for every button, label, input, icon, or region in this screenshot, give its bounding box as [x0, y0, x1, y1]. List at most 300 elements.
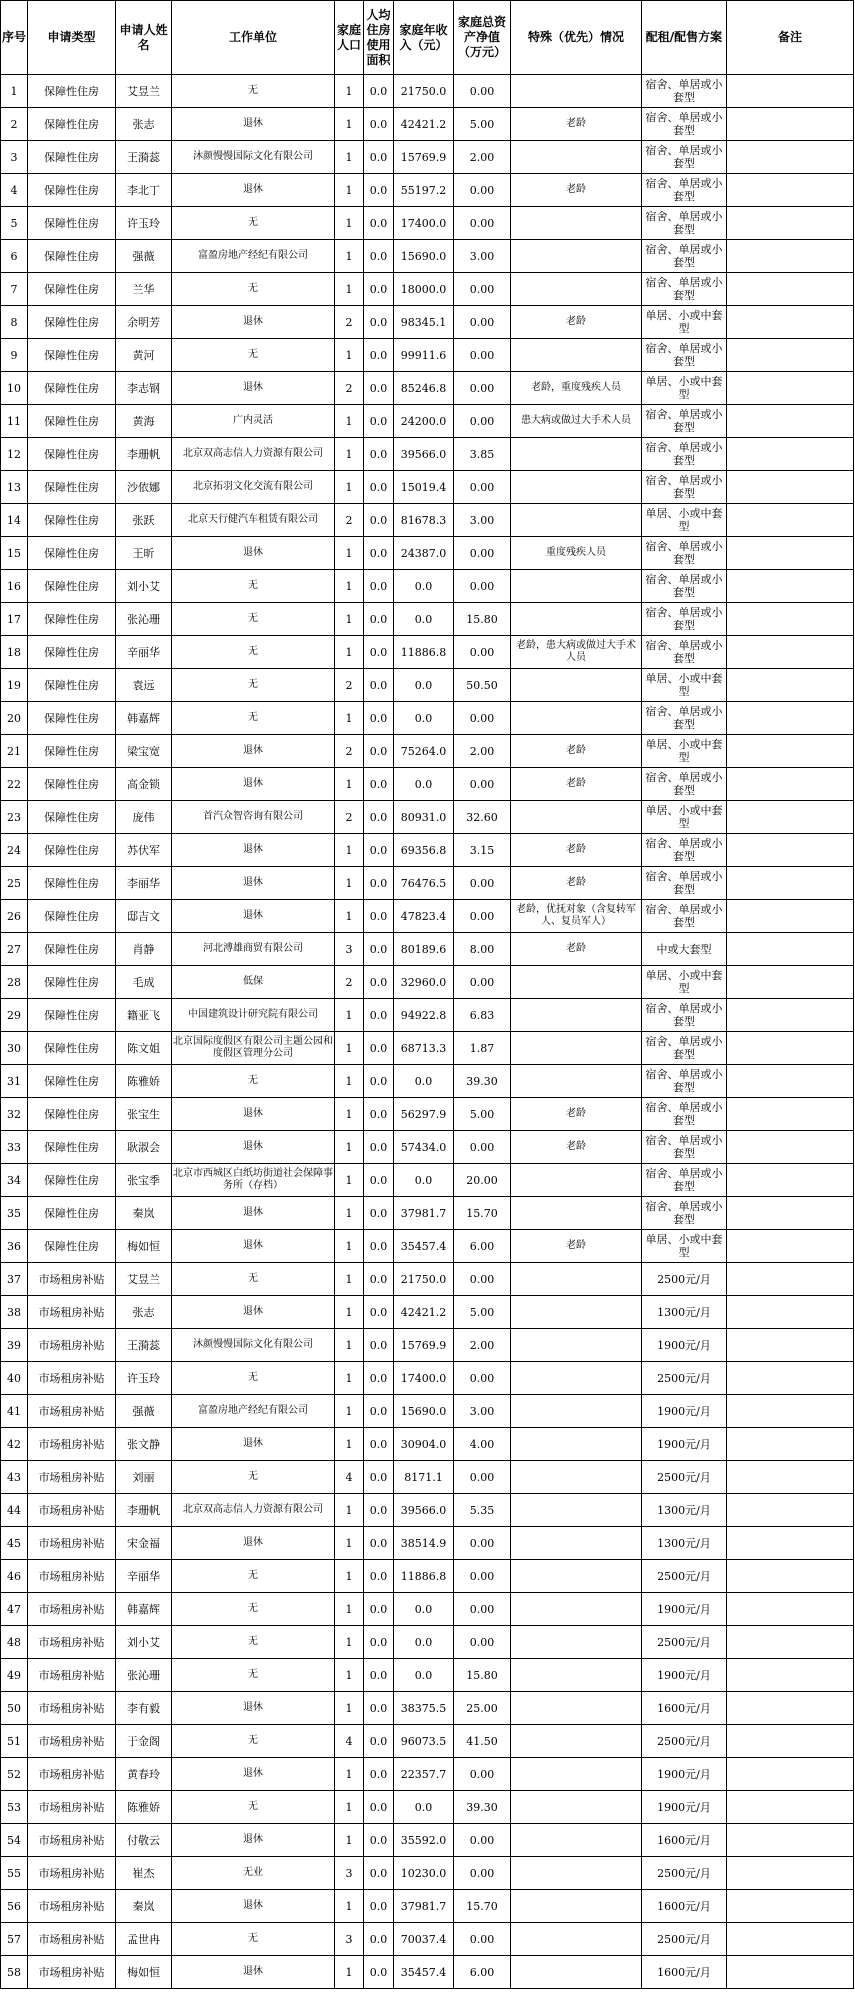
work-unit-cell: 无	[172, 702, 335, 735]
work-unit-cell: 无	[172, 207, 335, 240]
table-row	[1, 339, 854, 372]
special-priority-cell	[511, 504, 642, 537]
application-type-cell: 保障性住房	[28, 273, 116, 306]
remarks-cell	[727, 933, 854, 966]
annual-income-cell: 10230.0	[394, 1857, 454, 1890]
net-assets-cell: 0.00	[454, 1131, 511, 1164]
row-number-cell: 22	[1, 768, 28, 801]
per-capita-area-cell: 0.0	[364, 636, 394, 669]
application-type-cell: 市场租房补贴	[28, 1956, 116, 1989]
allocation-plan-cell: 宿舍、单居或小套型	[642, 570, 727, 603]
allocation-plan-cell: 2500元/月	[642, 1857, 727, 1890]
net-assets-cell: 0.00	[454, 1461, 511, 1494]
application-type-cell: 市场租房补贴	[28, 1263, 116, 1296]
applicant-name-cell: 庞伟	[116, 801, 172, 834]
application-type-cell: 保障性住房	[28, 735, 116, 768]
application-type-cell: 保障性住房	[28, 603, 116, 636]
application-type-cell: 保障性住房	[28, 438, 116, 471]
household-size-cell: 4	[335, 1461, 364, 1494]
household-size-cell: 2	[335, 735, 364, 768]
allocation-plan-cell: 宿舍、单居或小套型	[642, 240, 727, 273]
special-priority-cell	[511, 438, 642, 471]
table-row	[1, 1890, 854, 1923]
row-number-cell: 32	[1, 1098, 28, 1131]
remarks-cell	[727, 1230, 854, 1263]
work-unit-cell: 退休	[172, 537, 335, 570]
header-cell: 特殊（优先）情况	[511, 1, 642, 75]
special-priority-cell	[511, 339, 642, 372]
allocation-plan-cell: 宿舍、单居或小套型	[642, 768, 727, 801]
table-row	[1, 75, 854, 108]
applicant-name-cell: 袁远	[116, 669, 172, 702]
annual-income-cell: 42421.2	[394, 1296, 454, 1329]
table-row	[1, 537, 854, 570]
net-assets-cell: 20.00	[454, 1164, 511, 1197]
annual-income-cell: 99911.6	[394, 339, 454, 372]
application-type-cell: 市场租房补贴	[28, 1329, 116, 1362]
work-unit-cell: 退休	[172, 834, 335, 867]
applicant-name-cell: 王漪蕊	[116, 1329, 172, 1362]
row-number-cell: 1	[1, 75, 28, 108]
table-row	[1, 438, 854, 471]
household-size-cell: 2	[335, 504, 364, 537]
allocation-plan-cell: 1600元/月	[642, 1692, 727, 1725]
per-capita-area-cell: 0.0	[364, 240, 394, 273]
net-assets-cell: 5.00	[454, 1098, 511, 1131]
remarks-cell	[727, 405, 854, 438]
special-priority-cell	[511, 1263, 642, 1296]
annual-income-cell: 38514.9	[394, 1527, 454, 1560]
applicant-name-cell: 黄河	[116, 339, 172, 372]
net-assets-cell: 15.80	[454, 603, 511, 636]
special-priority-cell	[511, 1824, 642, 1857]
remarks-cell	[727, 141, 854, 174]
net-assets-cell: 0.00	[454, 1362, 511, 1395]
per-capita-area-cell: 0.0	[364, 900, 394, 933]
remarks-cell	[727, 1692, 854, 1725]
application-type-cell: 保障性住房	[28, 405, 116, 438]
table-row	[1, 1593, 854, 1626]
special-priority-cell	[511, 1956, 642, 1989]
remarks-cell	[727, 306, 854, 339]
special-priority-cell	[511, 1527, 642, 1560]
remarks-cell	[727, 1527, 854, 1560]
net-assets-cell: 0.00	[454, 1626, 511, 1659]
applicant-name-cell: 余明芳	[116, 306, 172, 339]
remarks-cell	[727, 801, 854, 834]
row-number-cell: 30	[1, 1032, 28, 1065]
application-type-cell: 保障性住房	[28, 1131, 116, 1164]
applicant-name-cell: 孟世冉	[116, 1923, 172, 1956]
applicant-name-cell: 张文静	[116, 1428, 172, 1461]
applicant-name-cell: 李有毅	[116, 1692, 172, 1725]
remarks-cell	[727, 1791, 854, 1824]
per-capita-area-cell: 0.0	[364, 735, 394, 768]
allocation-plan-cell: 1300元/月	[642, 1494, 727, 1527]
special-priority-cell	[511, 1362, 642, 1395]
remarks-cell	[727, 1593, 854, 1626]
applicant-name-cell: 籍亚飞	[116, 999, 172, 1032]
application-type-cell: 保障性住房	[28, 636, 116, 669]
remarks-cell	[727, 570, 854, 603]
application-type-cell: 市场租房补贴	[28, 1692, 116, 1725]
work-unit-cell: 退休	[172, 1428, 335, 1461]
work-unit-cell: 无	[172, 1659, 335, 1692]
annual-income-cell: 0.0	[394, 603, 454, 636]
applicant-name-cell: 梁宝宽	[116, 735, 172, 768]
table-row	[1, 1032, 854, 1065]
allocation-plan-cell: 1600元/月	[642, 1890, 727, 1923]
household-size-cell: 1	[335, 1890, 364, 1923]
allocation-plan-cell: 宿舍、单居或小套型	[642, 999, 727, 1032]
net-assets-cell: 0.00	[454, 174, 511, 207]
application-type-cell: 保障性住房	[28, 570, 116, 603]
annual-income-cell: 47823.4	[394, 900, 454, 933]
special-priority-cell	[511, 1395, 642, 1428]
annual-income-cell: 39566.0	[394, 1494, 454, 1527]
remarks-cell	[727, 867, 854, 900]
annual-income-cell: 35457.4	[394, 1230, 454, 1263]
remarks-cell	[727, 1857, 854, 1890]
remarks-cell	[727, 735, 854, 768]
annual-income-cell: 80189.6	[394, 933, 454, 966]
special-priority-cell	[511, 603, 642, 636]
application-type-cell: 保障性住房	[28, 372, 116, 405]
row-number-cell: 16	[1, 570, 28, 603]
work-unit-cell: 退休	[172, 768, 335, 801]
row-number-cell: 4	[1, 174, 28, 207]
application-type-cell: 保障性住房	[28, 174, 116, 207]
household-size-cell: 1	[335, 339, 364, 372]
net-assets-cell: 0.00	[454, 372, 511, 405]
application-type-cell: 保障性住房	[28, 966, 116, 999]
table-row	[1, 108, 854, 141]
remarks-cell	[727, 669, 854, 702]
applicant-name-cell: 陈雅娇	[116, 1791, 172, 1824]
table-row	[1, 1692, 854, 1725]
applicant-name-cell: 秦岚	[116, 1197, 172, 1230]
household-size-cell: 1	[335, 405, 364, 438]
header-cell: 配租/配售方案	[642, 1, 727, 75]
header-cell: 家庭总资产净值（万元）	[454, 1, 511, 75]
household-size-cell: 2	[335, 801, 364, 834]
remarks-cell	[727, 1461, 854, 1494]
allocation-plan-cell: 宿舍、单居或小套型	[642, 537, 727, 570]
work-unit-cell: 退休	[172, 1230, 335, 1263]
applicant-name-cell: 许玉玲	[116, 207, 172, 240]
annual-income-cell: 11886.8	[394, 636, 454, 669]
row-number-cell: 45	[1, 1527, 28, 1560]
row-number-cell: 26	[1, 900, 28, 933]
household-size-cell: 1	[335, 603, 364, 636]
household-size-cell: 1	[335, 702, 364, 735]
special-priority-cell: 老龄	[511, 1230, 642, 1263]
net-assets-cell: 6.00	[454, 1956, 511, 1989]
work-unit-cell: 富盈房地产经纪有限公司	[172, 1395, 335, 1428]
per-capita-area-cell: 0.0	[364, 867, 394, 900]
special-priority-cell	[511, 1791, 642, 1824]
net-assets-cell: 5.35	[454, 1494, 511, 1527]
household-size-cell: 1	[335, 636, 364, 669]
annual-income-cell: 0.0	[394, 768, 454, 801]
work-unit-cell: 退休	[172, 1956, 335, 1989]
application-type-cell: 保障性住房	[28, 1065, 116, 1098]
row-number-cell: 54	[1, 1824, 28, 1857]
household-size-cell: 1	[335, 1131, 364, 1164]
row-number-cell: 56	[1, 1890, 28, 1923]
allocation-plan-cell: 单居、小或中套型	[642, 735, 727, 768]
annual-income-cell: 11886.8	[394, 1560, 454, 1593]
row-number-cell: 11	[1, 405, 28, 438]
remarks-cell	[727, 1329, 854, 1362]
allocation-plan-cell: 宿舍、单居或小套型	[642, 141, 727, 174]
special-priority-cell	[511, 669, 642, 702]
remarks-cell	[727, 1923, 854, 1956]
annual-income-cell: 56297.9	[394, 1098, 454, 1131]
per-capita-area-cell: 0.0	[364, 306, 394, 339]
row-number-cell: 37	[1, 1263, 28, 1296]
annual-income-cell: 57434.0	[394, 1131, 454, 1164]
row-number-cell: 58	[1, 1956, 28, 1989]
special-priority-cell	[511, 1659, 642, 1692]
work-unit-cell: 无	[172, 1065, 335, 1098]
net-assets-cell: 0.00	[454, 1857, 511, 1890]
household-size-cell: 1	[335, 537, 364, 570]
work-unit-cell: 河北溥雄商贸有限公司	[172, 933, 335, 966]
per-capita-area-cell: 0.0	[364, 1560, 394, 1593]
applicant-name-cell: 张跃	[116, 504, 172, 537]
household-size-cell: 1	[335, 240, 364, 273]
applicant-name-cell: 李志钢	[116, 372, 172, 405]
remarks-cell	[727, 372, 854, 405]
work-unit-cell: 无	[172, 636, 335, 669]
row-number-cell: 31	[1, 1065, 28, 1098]
special-priority-cell	[511, 1890, 642, 1923]
work-unit-cell: 无	[172, 669, 335, 702]
special-priority-cell	[511, 570, 642, 603]
row-number-cell: 52	[1, 1758, 28, 1791]
per-capita-area-cell: 0.0	[364, 834, 394, 867]
application-type-cell: 保障性住房	[28, 933, 116, 966]
per-capita-area-cell: 0.0	[364, 471, 394, 504]
per-capita-area-cell: 0.0	[364, 1923, 394, 1956]
household-size-cell: 3	[335, 933, 364, 966]
row-number-cell: 47	[1, 1593, 28, 1626]
allocation-plan-cell: 宿舍、单居或小套型	[642, 1131, 727, 1164]
special-priority-cell	[511, 141, 642, 174]
per-capita-area-cell: 0.0	[364, 933, 394, 966]
row-number-cell: 24	[1, 834, 28, 867]
special-priority-cell	[511, 471, 642, 504]
application-type-cell: 市场租房补贴	[28, 1758, 116, 1791]
allocation-plan-cell: 1600元/月	[642, 1956, 727, 1989]
row-number-cell: 9	[1, 339, 28, 372]
row-number-cell: 3	[1, 141, 28, 174]
allocation-plan-cell: 宿舍、单居或小套型	[642, 900, 727, 933]
row-number-cell: 25	[1, 867, 28, 900]
annual-income-cell: 0.0	[394, 1164, 454, 1197]
applicant-name-cell: 王漪蕊	[116, 141, 172, 174]
application-type-cell: 保障性住房	[28, 669, 116, 702]
household-size-cell: 2	[335, 306, 364, 339]
table-row	[1, 603, 854, 636]
household-size-cell: 2	[335, 372, 364, 405]
per-capita-area-cell: 0.0	[364, 372, 394, 405]
table-row	[1, 933, 854, 966]
work-unit-cell: 退休	[172, 1824, 335, 1857]
per-capita-area-cell: 0.0	[364, 339, 394, 372]
table-row	[1, 669, 854, 702]
special-priority-cell: 老龄	[511, 768, 642, 801]
row-number-cell: 53	[1, 1791, 28, 1824]
row-number-cell: 27	[1, 933, 28, 966]
per-capita-area-cell: 0.0	[364, 438, 394, 471]
per-capita-area-cell: 0.0	[364, 141, 394, 174]
household-size-cell: 1	[335, 1758, 364, 1791]
special-priority-cell: 老龄，优抚对象（含复转军人、复员军人）	[511, 900, 642, 933]
application-type-cell: 保障性住房	[28, 900, 116, 933]
row-number-cell: 14	[1, 504, 28, 537]
net-assets-cell: 0.00	[454, 1758, 511, 1791]
applicant-name-cell: 宋金福	[116, 1527, 172, 1560]
special-priority-cell	[511, 1692, 642, 1725]
household-size-cell: 1	[335, 834, 364, 867]
row-number-cell: 13	[1, 471, 28, 504]
per-capita-area-cell: 0.0	[364, 1659, 394, 1692]
allocation-plan-cell: 1900元/月	[642, 1329, 727, 1362]
household-size-cell: 1	[335, 1197, 364, 1230]
work-unit-cell: 无	[172, 1626, 335, 1659]
applicant-name-cell: 陈雅娇	[116, 1065, 172, 1098]
allocation-plan-cell: 宿舍、单居或小套型	[642, 1098, 727, 1131]
applicant-name-cell: 强薇	[116, 1395, 172, 1428]
table-row	[1, 1263, 854, 1296]
household-size-cell: 1	[335, 1428, 364, 1461]
allocation-plan-cell: 宿舍、单居或小套型	[642, 702, 727, 735]
application-type-cell: 保障性住房	[28, 75, 116, 108]
row-number-cell: 34	[1, 1164, 28, 1197]
work-unit-cell: 退休	[172, 1197, 335, 1230]
allocation-plan-cell: 1900元/月	[642, 1659, 727, 1692]
work-unit-cell: 退休	[172, 867, 335, 900]
row-number-cell: 15	[1, 537, 28, 570]
table-row	[1, 207, 854, 240]
allocation-plan-cell: 单居、小或中套型	[642, 1230, 727, 1263]
annual-income-cell: 8171.1	[394, 1461, 454, 1494]
row-number-cell: 48	[1, 1626, 28, 1659]
allocation-plan-cell: 1900元/月	[642, 1593, 727, 1626]
household-size-cell: 1	[335, 174, 364, 207]
remarks-cell	[727, 75, 854, 108]
annual-income-cell: 15769.9	[394, 141, 454, 174]
applicant-name-cell: 付敬云	[116, 1824, 172, 1857]
table-row	[1, 1494, 854, 1527]
net-assets-cell: 0.00	[454, 900, 511, 933]
row-number-cell: 33	[1, 1131, 28, 1164]
household-size-cell: 3	[335, 1923, 364, 1956]
applicant-name-cell: 刘丽	[116, 1461, 172, 1494]
special-priority-cell: 老龄	[511, 933, 642, 966]
allocation-plan-cell: 单居、小或中套型	[642, 669, 727, 702]
household-size-cell: 1	[335, 1263, 364, 1296]
net-assets-cell: 8.00	[454, 933, 511, 966]
applicant-name-cell: 邸吉文	[116, 900, 172, 933]
annual-income-cell: 0.0	[394, 1065, 454, 1098]
table-row	[1, 471, 854, 504]
remarks-cell	[727, 537, 854, 570]
per-capita-area-cell: 0.0	[364, 1758, 394, 1791]
special-priority-cell	[511, 1329, 642, 1362]
household-size-cell: 1	[335, 438, 364, 471]
annual-income-cell: 98345.1	[394, 306, 454, 339]
annual-income-cell: 35457.4	[394, 1956, 454, 1989]
application-type-cell: 保障性住房	[28, 1197, 116, 1230]
net-assets-cell: 0.00	[454, 768, 511, 801]
special-priority-cell: 老龄	[511, 306, 642, 339]
special-priority-cell	[511, 1065, 642, 1098]
applicant-name-cell: 辛丽华	[116, 1560, 172, 1593]
work-unit-cell: 退休	[172, 306, 335, 339]
application-type-cell: 市场租房补贴	[28, 1362, 116, 1395]
application-type-cell: 保障性住房	[28, 141, 116, 174]
annual-income-cell: 0.0	[394, 570, 454, 603]
remarks-cell	[727, 1197, 854, 1230]
special-priority-cell: 患大病或做过大手术人员	[511, 405, 642, 438]
applicant-name-cell: 艾昱兰	[116, 1263, 172, 1296]
table-row	[1, 702, 854, 735]
allocation-plan-cell: 宿舍、单居或小套型	[642, 75, 727, 108]
special-priority-cell	[511, 1725, 642, 1758]
applicant-name-cell: 张宝季	[116, 1164, 172, 1197]
annual-income-cell: 35592.0	[394, 1824, 454, 1857]
household-size-cell: 1	[335, 1560, 364, 1593]
allocation-plan-cell: 1300元/月	[642, 1527, 727, 1560]
special-priority-cell: 老龄	[511, 174, 642, 207]
allocation-plan-cell: 宿舍、单居或小套型	[642, 1032, 727, 1065]
application-type-cell: 保障性住房	[28, 306, 116, 339]
work-unit-cell: 退休	[172, 1758, 335, 1791]
table-row	[1, 1131, 854, 1164]
table-row	[1, 1362, 854, 1395]
household-size-cell: 4	[335, 1725, 364, 1758]
net-assets-cell: 3.15	[454, 834, 511, 867]
special-priority-cell: 老龄	[511, 108, 642, 141]
table-row	[1, 273, 854, 306]
household-size-cell: 3	[335, 1857, 364, 1890]
annual-income-cell: 0.0	[394, 1659, 454, 1692]
remarks-cell	[727, 1428, 854, 1461]
table-row	[1, 999, 854, 1032]
allocation-plan-cell: 宿舍、单居或小套型	[642, 603, 727, 636]
work-unit-cell: 沐颜慢慢国际文化有限公司	[172, 1329, 335, 1362]
allocation-plan-cell: 2500元/月	[642, 1725, 727, 1758]
annual-income-cell: 94922.8	[394, 999, 454, 1032]
row-number-cell: 10	[1, 372, 28, 405]
row-number-cell: 51	[1, 1725, 28, 1758]
annual-income-cell: 0.0	[394, 702, 454, 735]
remarks-cell	[727, 174, 854, 207]
annual-income-cell: 15690.0	[394, 240, 454, 273]
special-priority-cell: 老龄	[511, 834, 642, 867]
annual-income-cell: 18000.0	[394, 273, 454, 306]
per-capita-area-cell: 0.0	[364, 966, 394, 999]
application-type-cell: 市场租房补贴	[28, 1296, 116, 1329]
application-type-cell: 市场租房补贴	[28, 1626, 116, 1659]
special-priority-cell	[511, 966, 642, 999]
net-assets-cell: 6.83	[454, 999, 511, 1032]
table-row	[1, 1857, 854, 1890]
household-size-cell: 1	[335, 1329, 364, 1362]
